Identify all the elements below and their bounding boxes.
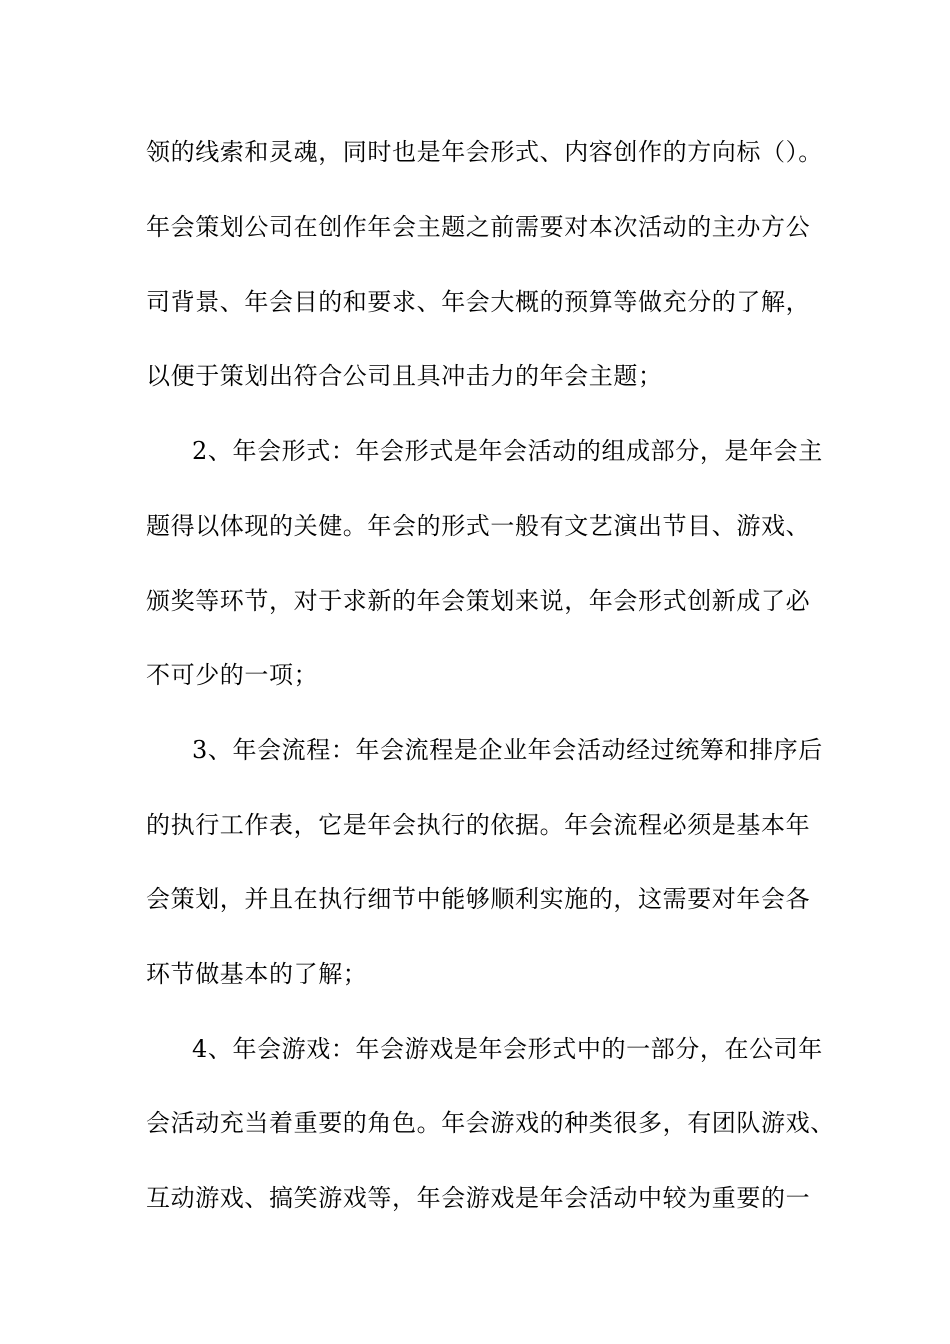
text-line: 颁奖等环节，对于求新的年会策划来说，年会形式创新成了必 [146, 587, 811, 615]
text-line: 环节做基本的了解； [146, 960, 368, 988]
text-line: 司背景、年会目的和要求、年会大概的预算等做充分的了解， [146, 288, 811, 316]
text-line: 不可少的一项； [146, 661, 319, 689]
text-line: 互动游戏、搞笑游戏等，年会游戏是年会活动中较为重要的一 [146, 1184, 811, 1212]
text-line: 领的线索和灵魂，同时也是年会形式、内容创作的方向标（）。 [146, 138, 823, 166]
text-line: 以便于策划出符合公司且具冲击力的年会主题； [146, 362, 663, 390]
paragraph-first-line: 4、年会游戏：年会游戏是年会形式中的一部分，在公司年 [192, 1035, 823, 1063]
text-line: 会活动充当着重要的角色。年会游戏的种类很多，有团队游戏、 [146, 1109, 835, 1137]
text-line: 年会策划公司在创作年会主题之前需要对本次活动的主办方公 [146, 213, 811, 241]
text-line: 题得以体现的关健。年会的形式一般有文艺演出节目、游戏、 [146, 512, 811, 540]
paragraph-first-line: 3、年会流程：年会流程是企业年会活动经过统筹和排序后 [192, 736, 823, 764]
paragraph-first-line: 2、年会形式：年会形式是年会活动的组成部分，是年会主 [192, 437, 823, 465]
text-line: 的执行工作表，它是年会执行的依据。年会流程必须是基本年 [146, 811, 811, 839]
text-line: 会策划，并且在执行细节中能够顺利实施的，这需要对年会各 [146, 885, 811, 913]
